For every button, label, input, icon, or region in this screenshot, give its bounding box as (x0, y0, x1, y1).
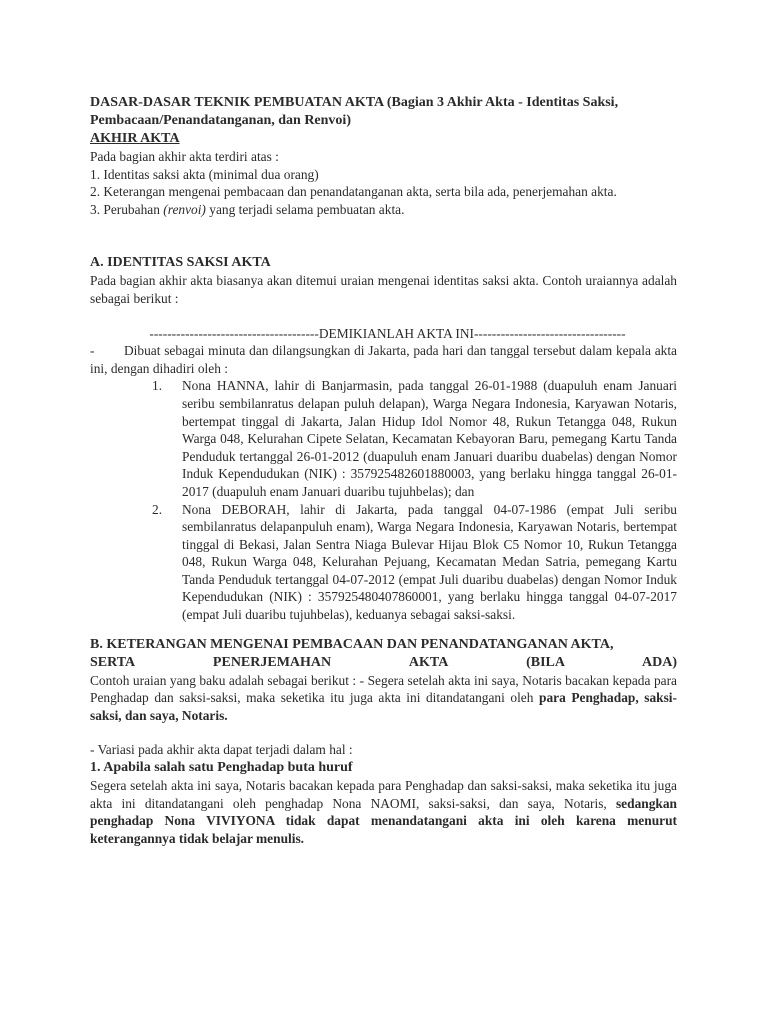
case1-body-text: Segera setelah akta ini saya, Notaris bacakan kepada para Penghadap dan saksi-saksi, maka seketika itu juga akta ini ditandatangani oleh penghadap Nona NAOMI, saksi-saksi, dan saya, Notaris, (90, 778, 677, 811)
akhir-akta-intro: Pada bagian akhir akta terdiri atas : (90, 149, 279, 164)
section-b-body-bold: para Penghadap, saksi-saksi, dan saya, Notaris. (90, 690, 677, 723)
witness-number: 1. (152, 378, 163, 394)
list-item-text: yang terjadi selama pembuatan akta. (205, 201, 405, 217)
list-item: 1. Identitas saksi akta (minimal dua orang) (90, 166, 319, 182)
akhir-akta-heading: AKHIR AKTA (90, 131, 180, 146)
section-b-heading-line1: B. KETERANGAN MENGENAI PEMBACAAN DAN PENANDATANGANAN AKTA, (90, 636, 614, 652)
list-item (90, 201, 677, 219)
closing-separator: --------------------------------------DEMIKIANLAH AKTA INI---------------------------------- (149, 325, 626, 341)
case1-body (90, 777, 677, 847)
witness-text: Nona HANNA, lahir di Banjarmasin, pada tanggal 26-01-1988 (duapuluh enam Januari seribu sembilanratus delapan puluh delapan), Warga Negara Indonesia, Karyawan Notaris, bertempat tinggal di Jakarta, Jalan Hidup Idol Nomor 48, Rukun Tetangga 048, Rukun Warga 048, Kelurahan Cipete Selatan, Kecamatan Kebayoran Baru, pemegang Kartu Tanda Penduduk tertanggal 26-01-2012 (duapuluh enam Januari duaribu duabelas) dengan Nomor Induk Kependudukan (NIK) : 357925482601880003, yang berlaku hingga tanggal 26-01-2017 (duapuluh enam Januari duaribu tujuhbelas); dan (182, 378, 677, 499)
witness-item (90, 501, 677, 624)
witness-number: 2. (152, 501, 163, 517)
renvoi-italic: (renvoi) (163, 201, 206, 217)
case1-heading: 1. Apabila salah satu Penghadap buta huruf (90, 760, 353, 776)
section-a-intro: Pada bagian akhir akta biasanya akan ditemui uraian mengenai identitas saksi akta. Contoh uraiannya adalah sebagai berikut : (90, 273, 677, 306)
section-b-heading-line2: SERTA PENERJEMAHAN AKTA (BILA ADA) (90, 654, 677, 670)
document-title: DASAR-DASAR TEKNIK PEMBUATAN AKTA (Bagian 3 Akhir Akta - Identitas Saksi, Pembacaan/Penandatanganan, dan Renvoi) (90, 95, 619, 128)
variasi-intro: - Variasi pada akhir akta dapat terjadi dalam hal : (90, 742, 353, 758)
section-a-heading: A. IDENTITAS SAKSI AKTA (90, 255, 271, 271)
case1-body-bold: sedangkan penghadap Nona VIVIYONA tidak dapat menandatangani akta ini oleh karena menurut keterangannya tidak belajar menulis. (90, 795, 677, 846)
document-page (90, 94, 677, 847)
dibuat-text: Dibuat sebagai minuta dan dilangsungkan di Jakarta, pada hari dan tanggal tersebut dalam kepala akta ini, dengan dihadiri oleh : (90, 343, 677, 376)
witness-item (90, 377, 677, 500)
dibuat-paragraph (90, 342, 677, 377)
section-b-body (90, 672, 677, 725)
list-item-text: 3. Perubahan (90, 201, 164, 217)
witness-text: Nona DEBORAH, lahir di Jakarta, pada tanggal 04-07-1986 (empat Juli seribu sembilanratus delapanpuluh enam), Warga Negara Indonesia, Karyawan Notaris, bertempat tinggal di Bekasi, Jalan Sentra Niaga Bulevar Hijau Blok C5 Nomor 10, Rukun Tetangga 048, Rukun Warga 048, Kelurahan Pejuang, Kecamatan Medan Satria, pemegang Kartu Tanda Penduduk tertanggal 04-07-2012 (empat Juli duaribu duabelas) dengan Nomor Induk Kependudukan (NIK) : 357925480407860001, yang berlaku hingga tanggal 04-07-2017 (empat Juli duaribu tujuhbelas), keduanya sebagai saksi-saksi. (182, 501, 677, 623)
dibuat-dash: - (90, 343, 95, 359)
list-item: 2. Keterangan mengenai pembacaan dan penandatanganan akta, serta bila ada, penerjemahan akta. (90, 184, 617, 200)
section-b-body-text: Contoh uraian yang baku adalah sebagai berikut : - Segera setelah akta ini saya, Notaris bacakan kepada para Penghadap dan saksi-saksi, maka seketika itu juga akta ini ditandatangani oleh (90, 672, 677, 706)
